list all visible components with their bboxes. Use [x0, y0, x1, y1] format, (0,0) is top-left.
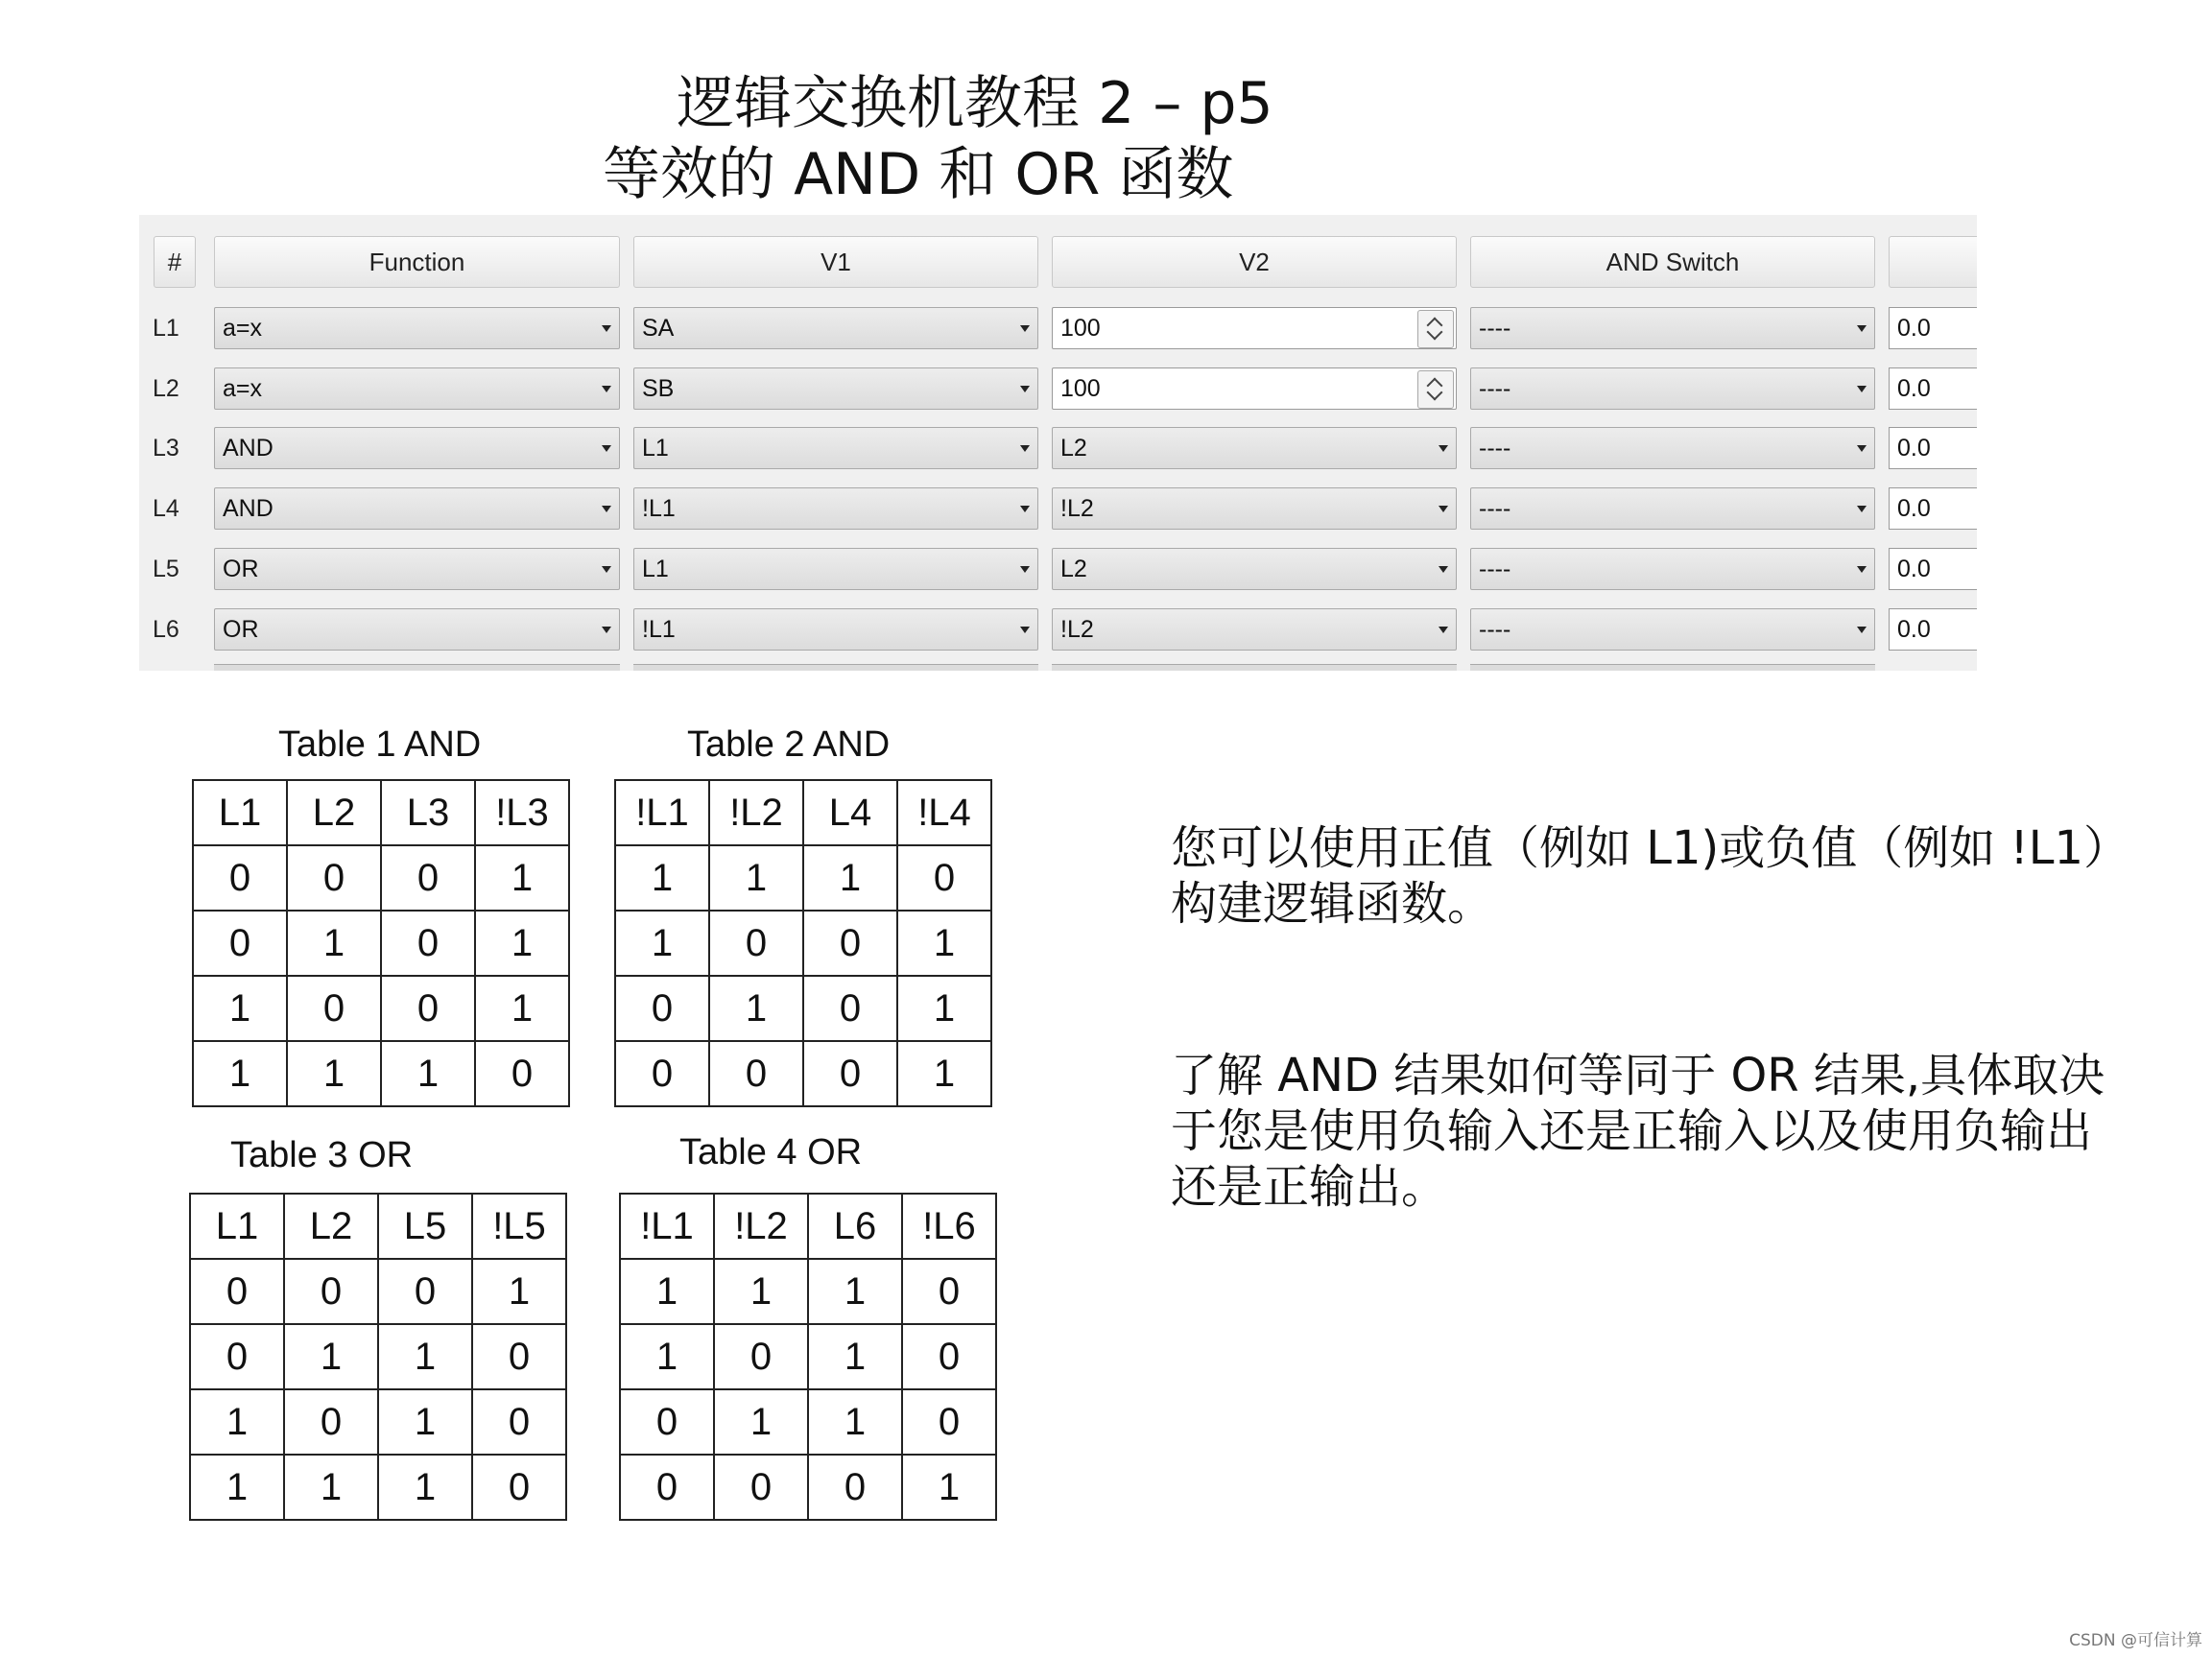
table-cell: 0: [284, 1259, 378, 1324]
chevron-down-icon: [602, 386, 611, 392]
table-header-cell: !L6: [902, 1194, 996, 1259]
explanation-paragraph-1: 您可以使用正值（例如 L1)或负值（例如 !L1）构建逻辑函数。: [1171, 821, 2130, 931]
table-cell: 0: [803, 976, 897, 1041]
table-cell: 0: [803, 1041, 897, 1106]
table-cell: 0: [193, 911, 287, 976]
function-select-l4[interactable]: AND: [214, 487, 620, 530]
v1-select-l6[interactable]: !L1: [633, 608, 1038, 651]
table-cell: 0: [472, 1324, 566, 1389]
row-label-l3: L3: [153, 435, 179, 462]
and-switch-select-partial[interactable]: [1470, 664, 1875, 671]
and-switch-select-l5[interactable]: ----: [1470, 548, 1875, 590]
v2-spinbox-l1[interactable]: 100: [1052, 307, 1457, 349]
page-subtitle: 等效的 AND 和 OR 函数: [603, 141, 1234, 208]
table-header-cell: !L5: [472, 1194, 566, 1259]
chevron-down-icon: [1020, 445, 1030, 452]
value-field-l1[interactable]: 0.0: [1889, 307, 1977, 349]
table-row: [620, 1324, 996, 1389]
chevron-down-icon: [1020, 506, 1030, 512]
header-function: Function: [214, 236, 620, 288]
table-cell: 0: [808, 1455, 902, 1520]
v1-select-l1[interactable]: SA: [633, 307, 1038, 349]
table-header-cell: L1: [190, 1194, 284, 1259]
chevron-down-icon: [1439, 445, 1448, 452]
table-cell: 0: [714, 1324, 808, 1389]
table-row: [193, 845, 569, 911]
table-cell: 1: [378, 1455, 472, 1520]
value-field-l5[interactable]: 0.0: [1889, 548, 1977, 590]
chevron-down-icon: [602, 506, 611, 512]
table-cell: 1: [378, 1389, 472, 1455]
chevron-down-icon: [602, 445, 611, 452]
table-row: [193, 1041, 569, 1106]
table-cell: 1: [808, 1389, 902, 1455]
table-cell: 0: [193, 845, 287, 911]
chevron-down-icon: [1020, 566, 1030, 573]
table-cell: 1: [190, 1455, 284, 1520]
spin-buttons[interactable]: [1417, 370, 1454, 409]
function-select-l6[interactable]: OR: [214, 608, 620, 651]
table-cell: 1: [193, 976, 287, 1041]
table-cell: 1: [472, 1259, 566, 1324]
truth-table-3: [189, 1193, 567, 1521]
table-cell: 0: [709, 911, 803, 976]
table-header-row: [615, 780, 991, 845]
table-cell: 0: [381, 911, 475, 976]
truth-table-1: [192, 779, 570, 1107]
table-cell: 1: [897, 1041, 991, 1106]
table-row: [620, 1259, 996, 1324]
table-row: [620, 1389, 996, 1455]
value-field-l3[interactable]: 0.0: [1889, 427, 1977, 469]
chevron-down-icon: [1439, 566, 1448, 573]
table-cell: 1: [897, 911, 991, 976]
chevron-down-icon: [1020, 386, 1030, 392]
table-cell: 1: [475, 911, 569, 976]
table-cell: 1: [902, 1455, 996, 1520]
table-cell: 1: [620, 1324, 714, 1389]
chevron-down-icon: [1439, 627, 1448, 633]
table-header-cell: L2: [287, 780, 381, 845]
header-num: #: [154, 236, 196, 288]
table-cell: 0: [615, 1041, 709, 1106]
logic-switch-panel: [139, 215, 1977, 671]
v1-select-l2[interactable]: SB: [633, 367, 1038, 410]
table-row: [193, 911, 569, 976]
chevron-down-icon: [1857, 506, 1867, 512]
explanation-paragraph-2: 了解 AND 结果如何等同于 OR 结果,具体取决于您是使用负输入还是正输入以及使用负输出还是正输出。: [1171, 1049, 2105, 1214]
table-cell: 1: [803, 845, 897, 911]
and-switch-select-l3[interactable]: ----: [1470, 427, 1875, 469]
table-cell: 0: [902, 1259, 996, 1324]
and-switch-select-l2[interactable]: ----: [1470, 367, 1875, 410]
v1-select-partial[interactable]: [633, 664, 1038, 671]
header-and-switch: AND Switch: [1470, 236, 1875, 288]
table-cell: 0: [472, 1455, 566, 1520]
chevron-down-icon: [1857, 566, 1867, 573]
table-row: [615, 911, 991, 976]
table-cell: 0: [472, 1389, 566, 1455]
chevron-down-icon: [1439, 506, 1448, 512]
table-cell: 0: [897, 845, 991, 911]
v2-select-partial[interactable]: [1052, 664, 1457, 671]
function-select-l1[interactable]: a=x: [214, 307, 620, 349]
table-row: [190, 1324, 566, 1389]
table-header-cell: L5: [378, 1194, 472, 1259]
function-select-partial[interactable]: [214, 664, 620, 671]
table-header-cell: !L4: [897, 780, 991, 845]
table-header-cell: !L3: [475, 780, 569, 845]
and-switch-select-l4[interactable]: ----: [1470, 487, 1875, 530]
v2-select-l4[interactable]: !L2: [1052, 487, 1457, 530]
page-title: 逻辑交换机教程 2 – p5: [677, 70, 1273, 137]
table-cell: 1: [615, 845, 709, 911]
v1-select-l5[interactable]: L1: [633, 548, 1038, 590]
chevron-down-icon: [1020, 627, 1030, 633]
table-cell: 1: [620, 1259, 714, 1324]
table-header-cell: L2: [284, 1194, 378, 1259]
table-4-title: Table 4 OR: [679, 1132, 863, 1172]
v1-select-l4[interactable]: !L1: [633, 487, 1038, 530]
spin-buttons[interactable]: [1417, 310, 1454, 348]
table-cell: 1: [284, 1324, 378, 1389]
table-cell: 0: [378, 1259, 472, 1324]
value-field-l6[interactable]: 0.0: [1889, 608, 1977, 651]
table-cell: 0: [714, 1455, 808, 1520]
table-cell: 0: [620, 1455, 714, 1520]
table-row: [615, 976, 991, 1041]
table-header-cell: !L1: [615, 780, 709, 845]
table-cell: 1: [808, 1259, 902, 1324]
table-header-cell: L6: [808, 1194, 902, 1259]
table-cell: 0: [190, 1324, 284, 1389]
table-cell: 1: [714, 1389, 808, 1455]
row-label-l4: L4: [153, 495, 179, 522]
value-field-l2[interactable]: 0.0: [1889, 367, 1977, 410]
table-row: [615, 1041, 991, 1106]
table-cell: 0: [287, 845, 381, 911]
and-switch-select-l6[interactable]: ----: [1470, 608, 1875, 651]
table-cell: 1: [287, 911, 381, 976]
function-select-l2[interactable]: a=x: [214, 367, 620, 410]
table-row: [190, 1259, 566, 1324]
table-header-cell: L1: [193, 780, 287, 845]
table-header-cell: L4: [803, 780, 897, 845]
table-cell: 0: [475, 1041, 569, 1106]
truth-table-4: [619, 1193, 997, 1521]
table-cell: 0: [190, 1259, 284, 1324]
v2-select-l5[interactable]: L2: [1052, 548, 1457, 590]
table-row: [615, 845, 991, 911]
function-select-l3[interactable]: AND: [214, 427, 620, 469]
row-label-l2: L2: [153, 375, 179, 402]
row-label-l5: L5: [153, 556, 179, 582]
v1-select-l3[interactable]: L1: [633, 427, 1038, 469]
table-cell: 1: [475, 976, 569, 1041]
v2-select-l6[interactable]: !L2: [1052, 608, 1457, 651]
table-3-title: Table 3 OR: [230, 1135, 414, 1175]
and-switch-select-l1[interactable]: ----: [1470, 307, 1875, 349]
chevron-down-icon: [602, 566, 611, 573]
table-header-row: [620, 1194, 996, 1259]
table-header-cell: L3: [381, 780, 475, 845]
table-row: [620, 1455, 996, 1520]
table-cell: 1: [378, 1324, 472, 1389]
table-cell: 0: [902, 1389, 996, 1455]
value-field-l4[interactable]: 0.0: [1889, 487, 1977, 530]
table-cell: 0: [709, 1041, 803, 1106]
table-header-row: [193, 780, 569, 845]
header-v2: V2: [1052, 236, 1457, 288]
chevron-down-icon: [1857, 386, 1867, 392]
chevron-down-icon: [1020, 325, 1030, 332]
table-cell: 1: [897, 976, 991, 1041]
row-label-l6: L6: [153, 616, 179, 643]
chevron-down-icon: [1857, 325, 1867, 332]
table-cell: 1: [381, 1041, 475, 1106]
table-header-cell: !L2: [709, 780, 803, 845]
table-header-cell: !L1: [620, 1194, 714, 1259]
row-label-l1: L1: [153, 315, 179, 342]
table-cell: 1: [284, 1455, 378, 1520]
chevron-down-icon: [602, 325, 611, 332]
table-cell: 1: [190, 1389, 284, 1455]
table-cell: 0: [620, 1389, 714, 1455]
table-cell: 1: [615, 911, 709, 976]
table-header-cell: !L2: [714, 1194, 808, 1259]
v2-select-l3[interactable]: L2: [1052, 427, 1457, 469]
truth-table-2: [614, 779, 992, 1107]
table-row: [190, 1455, 566, 1520]
table-row: [193, 976, 569, 1041]
function-select-l5[interactable]: OR: [214, 548, 620, 590]
table-cell: 0: [803, 911, 897, 976]
table-cell: 0: [287, 976, 381, 1041]
table-cell: 1: [287, 1041, 381, 1106]
header-value: [1889, 236, 1977, 288]
table-cell: 0: [902, 1324, 996, 1389]
chevron-down-icon: [1857, 627, 1867, 633]
table-2-title: Table 2 AND: [687, 724, 891, 765]
table-cell: 0: [381, 845, 475, 911]
table-row: [190, 1389, 566, 1455]
table-1-title: Table 1 AND: [278, 724, 482, 765]
table-cell: 1: [475, 845, 569, 911]
header-v1: V1: [633, 236, 1038, 288]
table-cell: 0: [284, 1389, 378, 1455]
table-cell: 1: [193, 1041, 287, 1106]
table-cell: 1: [709, 976, 803, 1041]
table-header-row: [190, 1194, 566, 1259]
v2-spinbox-l2[interactable]: 100: [1052, 367, 1457, 410]
watermark: CSDN @可信计算: [2069, 1631, 2202, 1650]
chevron-down-icon: [602, 627, 611, 633]
table-cell: 1: [714, 1259, 808, 1324]
table-cell: 0: [615, 976, 709, 1041]
table-cell: 1: [709, 845, 803, 911]
chevron-down-icon: [1857, 445, 1867, 452]
table-cell: 1: [808, 1324, 902, 1389]
table-cell: 0: [381, 976, 475, 1041]
